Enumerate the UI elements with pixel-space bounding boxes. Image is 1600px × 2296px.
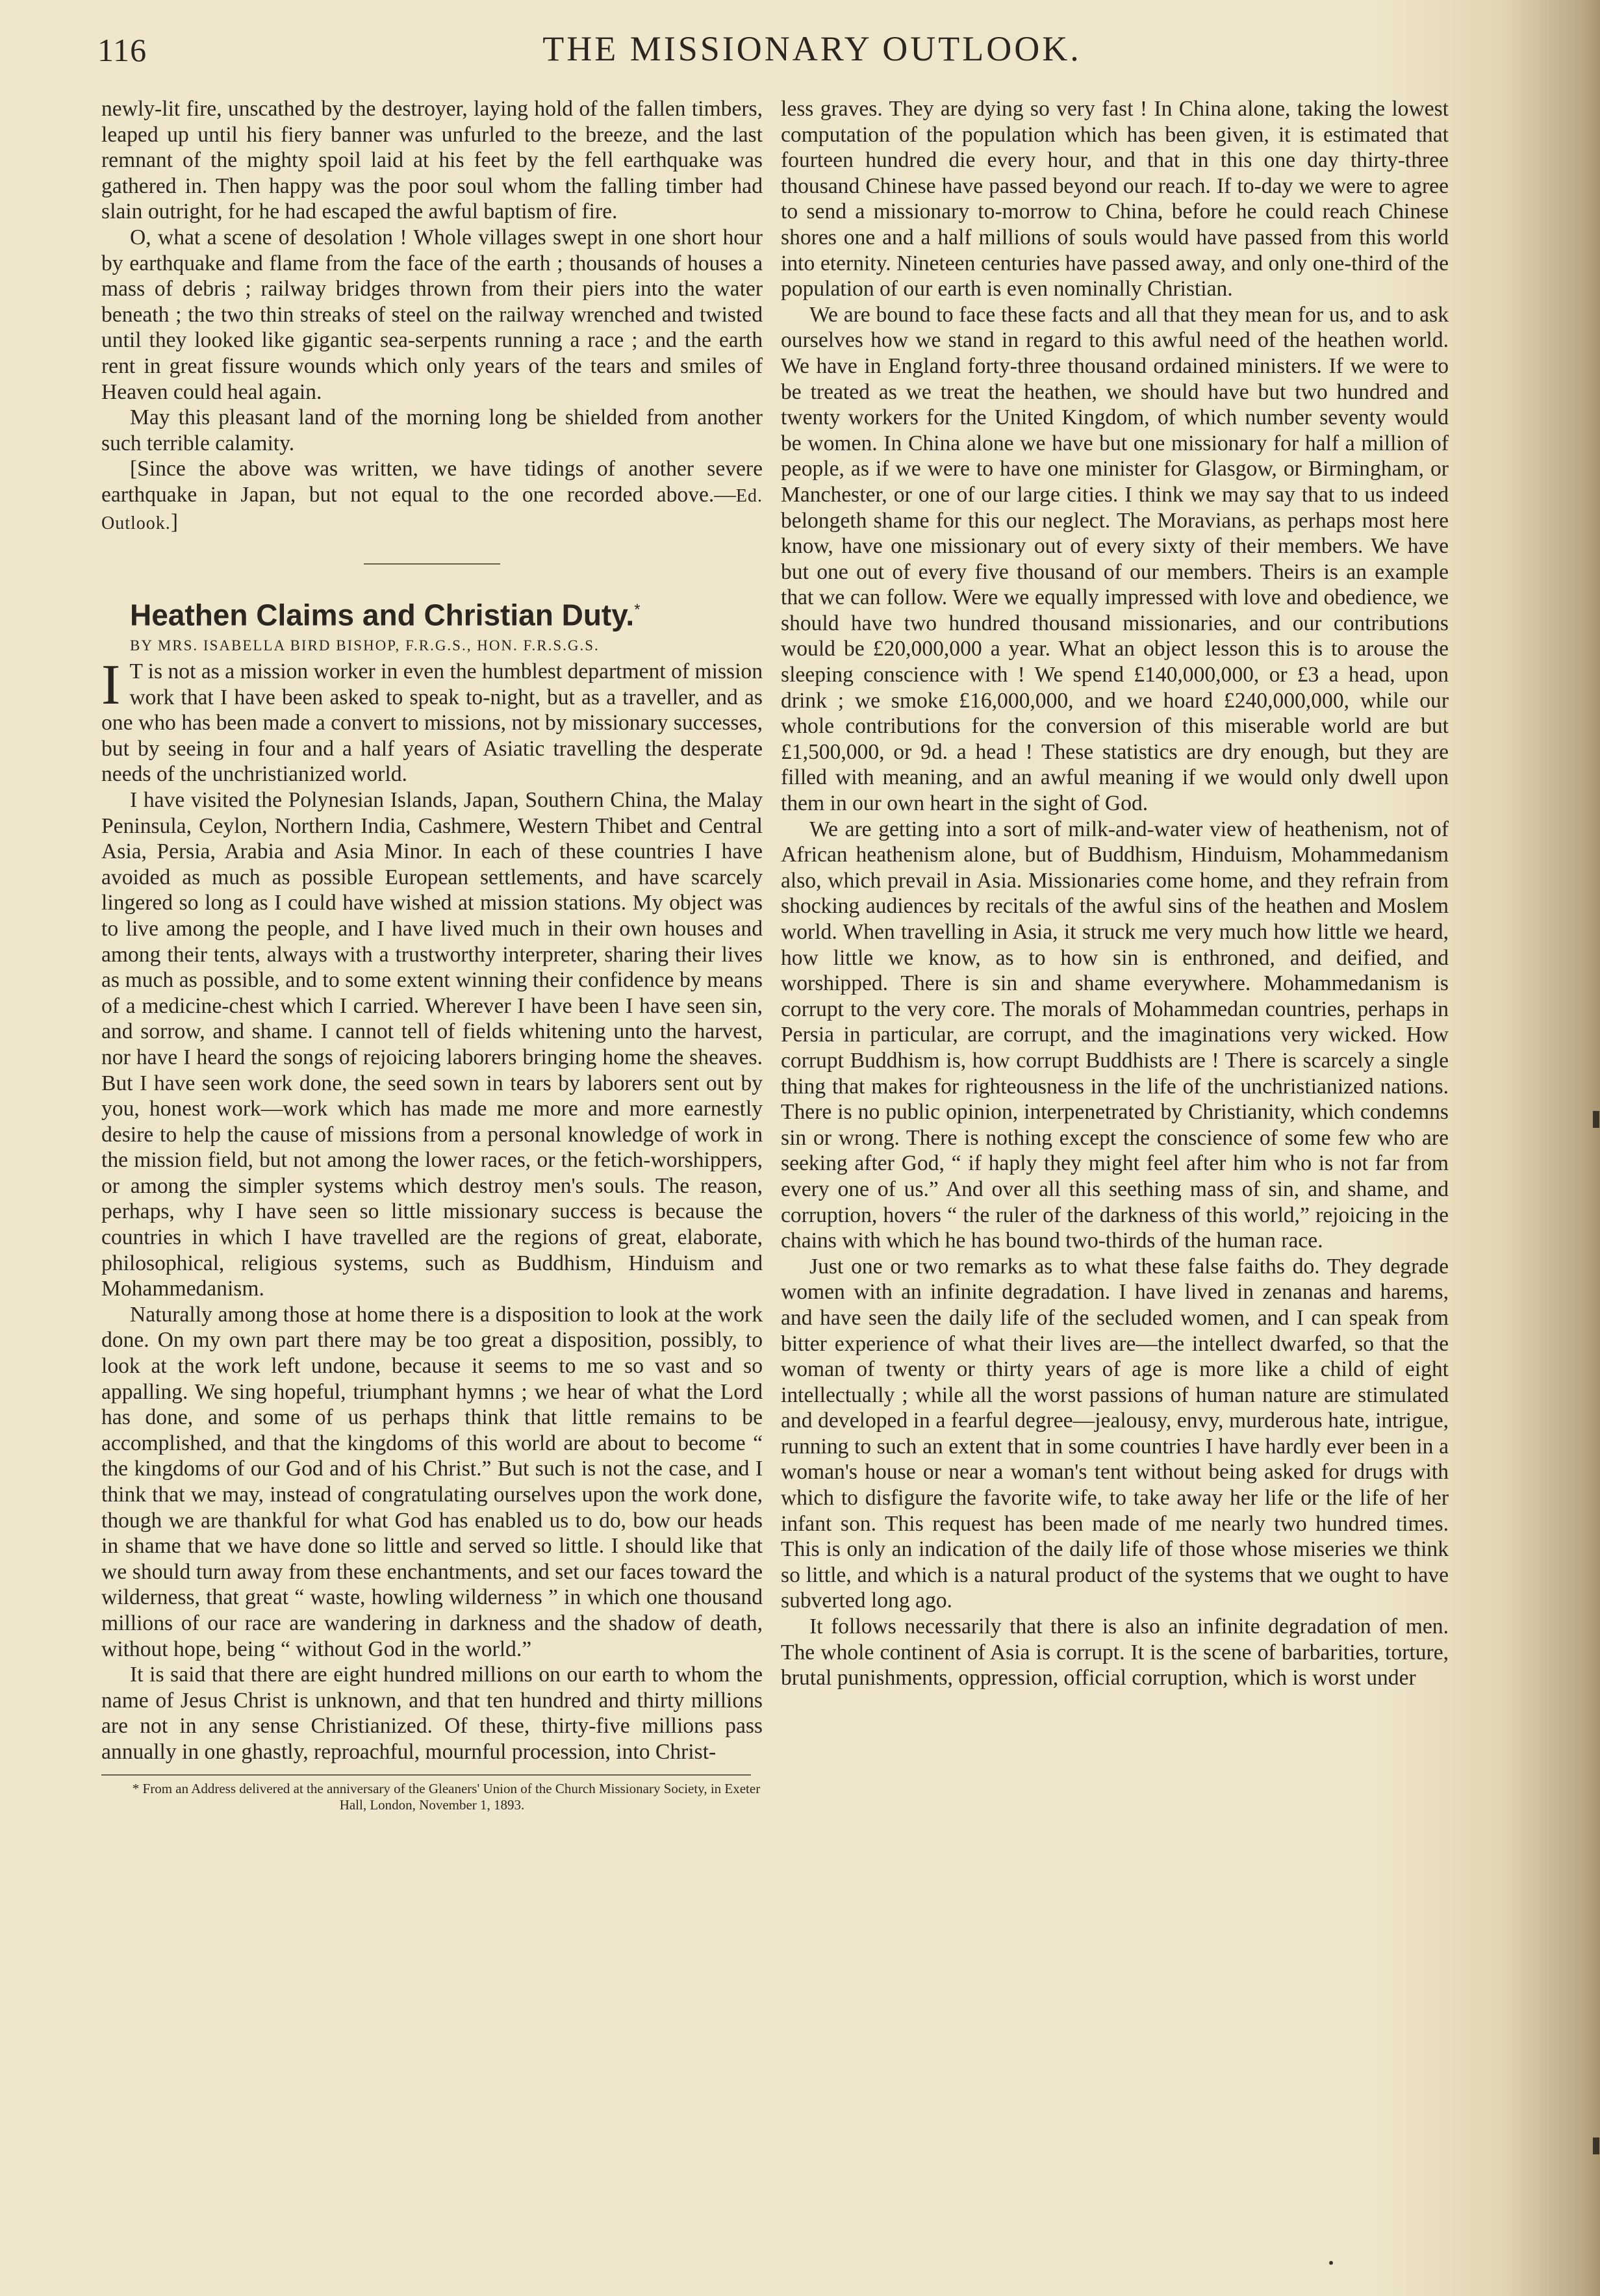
binding-mark: [1593, 1111, 1599, 1128]
footnote: * From an Address delivered at the anniversary of the Gleaners' Union of the Church Missionary Society, in Exeter Hall, London, November 1, 1893.: [132, 1780, 761, 1813]
page-number: 116: [97, 32, 147, 68]
editor-note-signature: Ed. Outlook.: [101, 485, 763, 533]
left-column: [101, 96, 763, 1813]
editor-note-close: ]: [170, 509, 178, 534]
paragraph: May this pleasant land of the morning long be shielded from another such terrible calamity.: [101, 405, 763, 455]
paragraph: Naturally among those at home there is a disposition to look at the work done. On my own part there may be too great a disposition, possibly, to look at the work left undone, because it seems to me so vast and so appalling. We sing hopeful, triumphant hymns ; we hear of what the Lord has done, and some of us perhaps think that little remains to be accomplished, and that the kingdoms of this world are about to become “ the kingdoms of our God and of his Christ.” But such is not the case, and I think that we may, instead of congratulating ourselves upon the work done, though we are thankful for what God has enabled us to do, bow our heads in shame that we have done so little and served so little. I should like that we should turn away from these enchantments, and set our faces toward the wilderness, that great “ waste, howling wilderness ” in which one thousand millions of our race are wandering in darkness and the shadow of death, without hope, being “ without God in the world.”: [101, 1302, 763, 1661]
article-title: [101, 592, 763, 633]
paragraph: O, what a scene of desolation ! Whole villages swept in one short hour by earthquake and flame from the face of the earth ; thousands of houses a mass of debris ; railway bridges thrown from their piers into the water beneath ; the two thin streaks of steel on the railway wrenched and twisted until they looked like gigantic sea-serpents running a race ; and the earth rent in great fissure wounds which only years of the tears and smiles of Heaven could heal again.: [101, 225, 763, 404]
paragraph: We are bound to face these facts and all that they mean for us, and to ask ourselves how we stand in regard to this awful need of the heathen world. We have in England forty-three thousand ordained ministers. If we were to be treated as we treat the heathen, we should have but two hundred and twenty workers for the United Kingdom, of which number seventy would be women. In China alone we have but one missionary for half a million of people, as if we were to have one minister for Glasgow, or Birmingham, or Manchester, or one of our large cities. I think we may say that to us indeed belongeth shame for this our neglect. The Moravians, as perhaps most here know, have one missionary out of every sixty of their members. We have but one out of every five thousand of our members. Theirs is an example that we can follow. Were we equally impressed with love and obedience, we should have two hundred thousand missionaries, and our contributions would be £20,000,000 a year. What an object lesson this is to arouse the sleeping conscience with ! We spend £140,000,000, or £3 a head, upon drink ; we smoke £16,000,000, and we hoard £240,000,000, while our whole contributions for the conversion of this miserable world are but £1,500,000, or 9d. a head ! These statistics are dry enough, but they are filled with meaning, and an awful meaning if we would only dwell upon them in our own heart in the sight of God.: [781, 302, 1449, 816]
dropcap: I: [101, 654, 121, 717]
paragraph: We are getting into a sort of milk-and-water view of heathenism, not of African heathenism alone, but of Buddhism, Hinduism, Mohammedanism also, which prevail in Asia. Missionaries come home, and they refrain from shocking audiences by recitals of the awful sins of the heathen and Moslem world. When travelling in Asia, it struck me very much how little we heard, how little we know, as to how sin is enthroned, and deified, and worshipped. There is sin and shame everywhere. Mohammedanism is corrupt to the very core. The morals of Mohammedan countries, perhaps in Persia in particular, are corrupt, and the imaginations very wicked. How corrupt Buddhism is, how corrupt Buddhists are ! There is scarcely a single thing that makes for righteousness in the life of the unchristianized nations. There is no public opinion, interpenetrated by Christianity, which condemns sin or wrong. There is nothing except the conscience of some few who are seeking after God, “ if haply they might feel after him who is not far from every one of us.” And over all this seething mass of sin, and shame, and corruption, hovers “ the ruler of the darkness of this world,” rejoicing in the chains with which he has bound two-thirds of the human race.: [781, 817, 1449, 1253]
paragraph: less graves. They are dying so very fast ! In China alone, taking the lowest computation of the population which has been given, it is estimated that fourteen hundred die every hour, and that in this one day thirty-three thousand Chinese have passed beyond our reach. If to-day we were to agree to send a missionary to-morrow to China, before he could reach Chinese shores one and a half millions of souls would have passed from this world into eternity. Nineteen centuries have passed away, and only one-third of the population of our earth is even nominally Christian.: [781, 97, 1449, 301]
article-title-text: Heathen Claims and Christian Duty.: [130, 598, 635, 632]
article-byline: BY MRS. ISABELLA BIRD BISHOP, F.R.G.S., HON. F.R.S.G.S.: [130, 637, 600, 654]
paragraph: It is said that there are eight hundred millions on our earth to whom the name of Jesus Christ is unknown, and that ten hundred and thirty millions are not in any sense Christianized. Of these, thirty-five millions pass annually in one ghastly, reproachful, mournful procession, into Christ-: [101, 1663, 763, 1764]
paragraph: Just one or two remarks as to what these false faiths do. They degrade women with an infinite degradation. I have lived in zenanas and harems, and have seen the daily life of the secluded women, and I can speak from bitter experience of what their lives are—the intellect dwarfed, so that the woman of twenty or thirty years of age is more like a child of eight intellectually ; while all the worst passions of human nature are stimulated and developed in a fearful degree—jealousy, envy, murderous hate, intrigue, running to such an extent that in some countries I have hardly ever been in a woman's house or near a woman's tent without being asked for drugs with which to disfigure the favorite wife, to take away her life or the life of her infant son. This request has been made of me nearly two hundred times. This is only an indication of the daily life of those whose miseries we think so little, and which is a natural product of the systems that we ought to have subverted long ago.: [781, 1254, 1449, 1613]
right-column: [781, 96, 1449, 1691]
binding-mark: [1593, 2137, 1599, 2154]
paragraph-text: T is not as a mission worker in even the humblest department of mission work that I have been asked to speak to-night, but as a traveller, and as one who has been made a convert to missions, not by missionary successes, but by seeing in four and a half years of Asiatic travelling the desperate needs of the unchristianized world.: [101, 659, 763, 787]
footnote-mark: *: [634, 601, 641, 619]
paragraph: It follows necessarily that there is also an infinite degradation of men. The whole continent of Asia is corrupt. It is the scene of barbarities, torture, brutal punishments, oppression, official corruption, which is worst under: [781, 1614, 1449, 1690]
ink-speck: [1329, 2261, 1333, 2265]
editor-note-text: [Since the above was written, we have tidings of another severe earthquake in Japan, but not equal to the one recorded above.—: [101, 457, 763, 507]
editor-note: [101, 456, 763, 536]
paragraph: newly-lit fire, unscathed by the destroyer, laying hold of the fallen timbers, leaped up until his fiery banner was unfurled to the breeze, and the last remnant of the mighty spoil laid at his feet by the fell earthquake was gathered in. Then happy was the poor soul whom the falling timber had slain outright, for he had escaped the awful baptism of fire.: [101, 97, 763, 224]
paragraph: I have visited the Polynesian Islands, Japan, Southern China, the Malay Peninsula, Ceylon, Northern India, Cashmere, Western Thibet and Central Asia, Persia, Arabia and Asia Minor. In each of these countries I have avoided as much as possible European settlements, and have scarcely lingered so long as I could have wished at mission stations. My object was to live among the people, and I have lived much in their own houses and among their tents, always with a trustworthy interpreter, sharing their lives as much as possible, and to some extent winning their confidence by means of a medicine-chest which I carried. Wherever I have been I have seen sin, and sorrow, and shame. I cannot tell of fields whitening unto the harvest, nor have I heard the songs of rejoicing laborers bringing home the sheaves. But I have seen work done, the seed sown in tears by laborers sent out by you, honest work—work which has made me more and more earnestly desire to help the cause of missions from a personal knowledge of work in the mission field, but not among the lower races, or the fetich-worshippers, or among the simpler systems which destroy men's souls. The reason, perhaps, why I have seen so little missionary success is because the countries in which I have travelled are the regions of great, elaborate, philosophical, religious systems, such as Buddhism, Hinduism and Mohammedanism.: [101, 787, 763, 1301]
running-title: THE MISSIONARY OUTLOOK.: [542, 29, 1082, 68]
page-header: [97, 25, 1527, 77]
footnote-rule: [101, 1774, 751, 1776]
paragraph-with-dropcap: [101, 654, 763, 787]
section-separator: [364, 563, 500, 565]
